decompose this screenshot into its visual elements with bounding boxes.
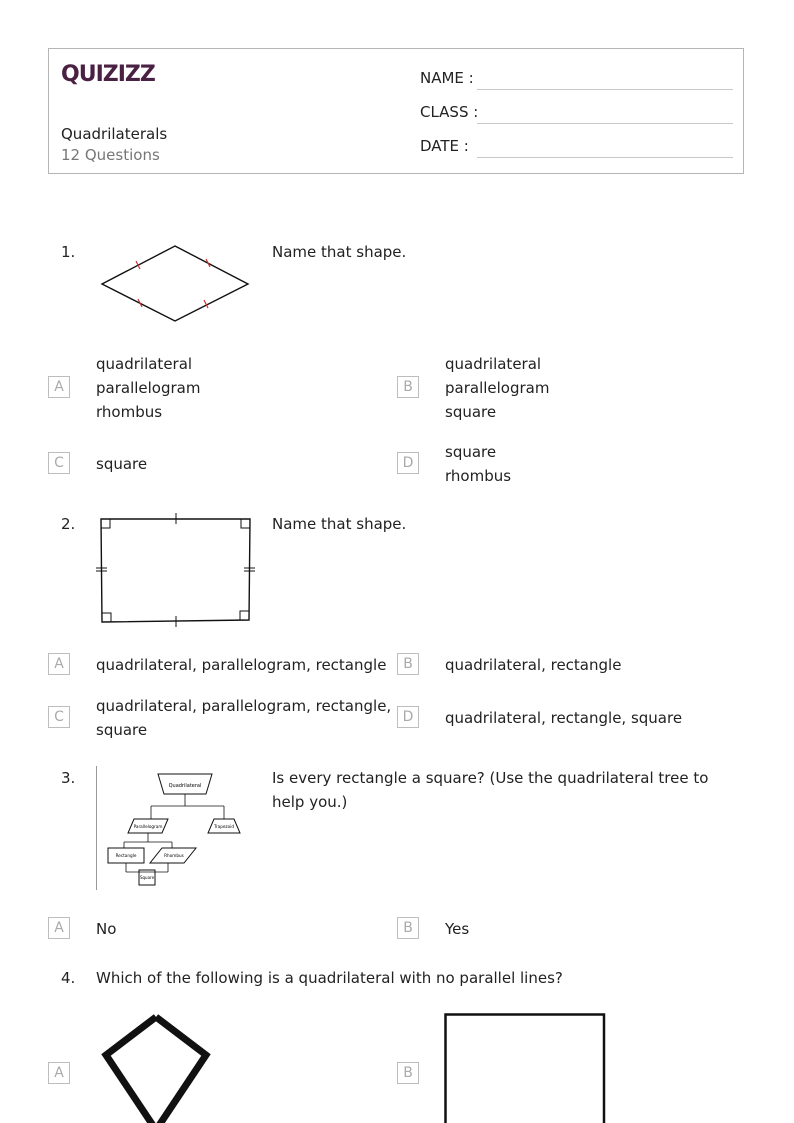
q1-option-c-text[interactable]: square <box>96 455 148 473</box>
rectangle-image <box>96 512 256 628</box>
q1-option-b-letter[interactable]: B <box>397 376 419 398</box>
q2-option-c-letter[interactable]: C <box>48 706 70 728</box>
tree-label-square: Square <box>139 875 155 880</box>
q2-option-a-letter[interactable]: A <box>48 653 70 675</box>
tree-label-rhombus: Rhombus <box>164 853 184 858</box>
q2-option-c-text[interactable]: quadrilateral, parallelogram, rectangle, square <box>96 697 392 739</box>
q1-option-d-letter[interactable]: D <box>397 452 419 474</box>
class-label: CLASS : <box>420 103 479 121</box>
tree-label-trapezoid: Trapezoid <box>213 824 235 829</box>
quadrilateral-tree-image <box>96 766 256 892</box>
q1-option-c-letter[interactable]: C <box>48 452 70 474</box>
question-2-number: 2. <box>61 515 76 533</box>
q2-option-a-text[interactable]: quadrilateral, parallelogram, rectangle <box>96 656 387 674</box>
q2-option-d-text[interactable]: quadrilateral, rectangle, square <box>445 709 683 727</box>
tree-label-parallelogram: Parallelogram <box>133 824 163 829</box>
tree-label-rectangle: Rectangle <box>115 853 137 858</box>
worksheet-title: Quadrilaterals <box>61 125 168 143</box>
q3-option-a-text[interactable]: No <box>96 920 117 938</box>
worksheet-header <box>48 48 744 174</box>
svg-text:QUIZIZZ: QUIZIZZ <box>61 62 155 87</box>
date-line[interactable] <box>477 157 733 158</box>
question-count: 12 Questions <box>61 146 160 164</box>
rhombus-image <box>100 244 252 324</box>
question-4-number: 4. <box>61 969 76 987</box>
q3-option-b-text[interactable]: Yes <box>445 920 470 938</box>
quizizz-logo <box>61 59 153 91</box>
name-line[interactable] <box>477 89 733 90</box>
question-2-text: Name that shape. <box>272 515 407 533</box>
question-3-text: Is every rectangle a square? (Use the quadrilateral tree to help you.) <box>272 769 709 811</box>
tree-label-quadrilateral: Quadrilateral <box>168 783 202 789</box>
square-icon[interactable] <box>444 1013 606 1123</box>
date-label: DATE : <box>420 137 469 155</box>
question-3-number: 3. <box>61 769 76 787</box>
q1-option-d-text[interactable]: square rhombus <box>445 443 512 485</box>
q2-option-b-text[interactable]: quadrilateral, rectangle <box>445 656 622 674</box>
q2-option-d-letter[interactable]: D <box>397 706 419 728</box>
q3-option-a-letter[interactable]: A <box>48 917 70 939</box>
q4-option-b-letter[interactable]: B <box>397 1062 419 1084</box>
q1-option-a-letter[interactable]: A <box>48 376 70 398</box>
q2-option-b-letter[interactable]: B <box>397 653 419 675</box>
q1-option-b-text[interactable]: quadrilateral parallelogram square <box>445 355 550 421</box>
kite-icon[interactable] <box>100 1012 212 1123</box>
q1-option-a-text[interactable]: quadrilateral parallelogram rhombus <box>96 355 201 421</box>
q4-option-a-letter[interactable]: A <box>48 1062 70 1084</box>
name-label: NAME : <box>420 69 474 87</box>
q3-option-b-letter[interactable]: B <box>397 917 419 939</box>
question-1-number: 1. <box>61 243 76 261</box>
class-line[interactable] <box>477 123 733 124</box>
question-4-text: Which of the following is a quadrilateral with no parallel lines? <box>96 969 563 987</box>
question-1-text: Name that shape. <box>272 243 407 261</box>
